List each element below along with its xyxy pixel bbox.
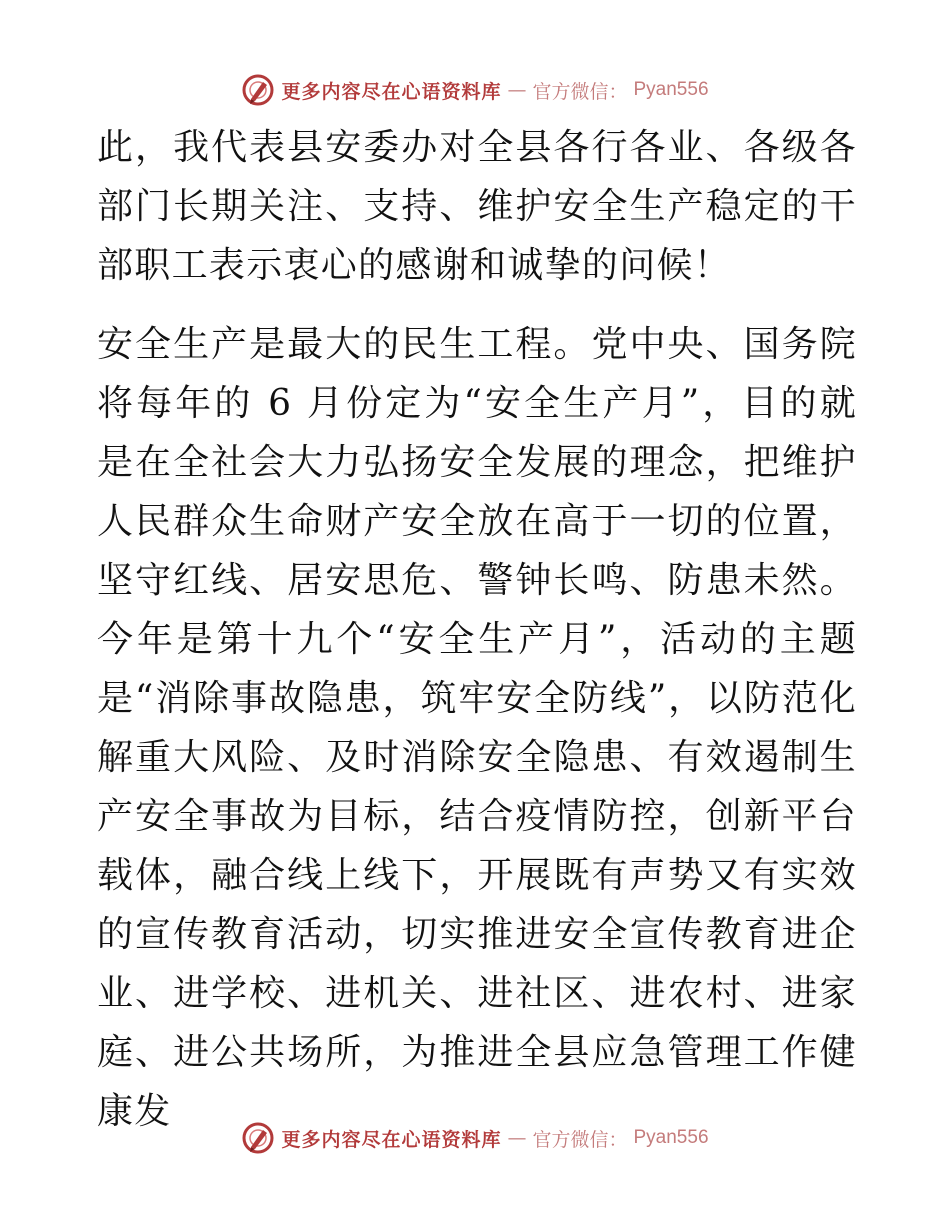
paragraph-2: 安全生产是最大的民生工程。党中央、国务院将每年的 6 月份定为“安全生产月”，目的就是在全社会大力弘扬安全发展的理念，把维护人民群众生命财产安全放在高于一切的位置，坚守红线、居安思危、警钟长鸣、防患未然。今年是第十九个“安全生产月”，活动的主题是“消除事故隐患，筑牢安全防线”，以防范化解重大风险、及时消除安全隐患、有效遏制生产安全事故为目标，结合疫情防控，创新平台载体，融合线上线下，开展既有声势又有实效的宣传教育活动，切实推进安全宣传教育进企业、进学校、进机关、进社区、进农村、进家庭、进公共场所，为推进全县应急管理工作健康发: [97, 324, 857, 1132]
header-wechat-label: 官方微信：: [532, 80, 628, 103]
footer-wechat-label: 官方微信：: [532, 1128, 628, 1151]
paragraph-1: 此，我代表县安委办对全县各行各业、各级各部门长期关注、支持、维护安全生产稳定的干部职工表示衷心的感谢和诚挚的问候！: [97, 127, 857, 286]
document-body: [97, 118, 857, 1141]
footer-wechat-id: Pyan556: [633, 1127, 709, 1148]
footer-banner: [0, 1120, 950, 1156]
footer-separator: —: [507, 1127, 527, 1149]
pen-nib-circle-icon: [241, 1121, 275, 1155]
pen-nib-circle-icon: [241, 73, 275, 107]
footer-brand-text: 更多内容尽在心语资料库: [281, 1128, 502, 1151]
header-banner: [0, 72, 950, 108]
header-brand-text: 更多内容尽在心语资料库: [281, 80, 502, 103]
header-wechat-id: Pyan556: [633, 79, 709, 100]
header-separator: —: [507, 79, 527, 101]
